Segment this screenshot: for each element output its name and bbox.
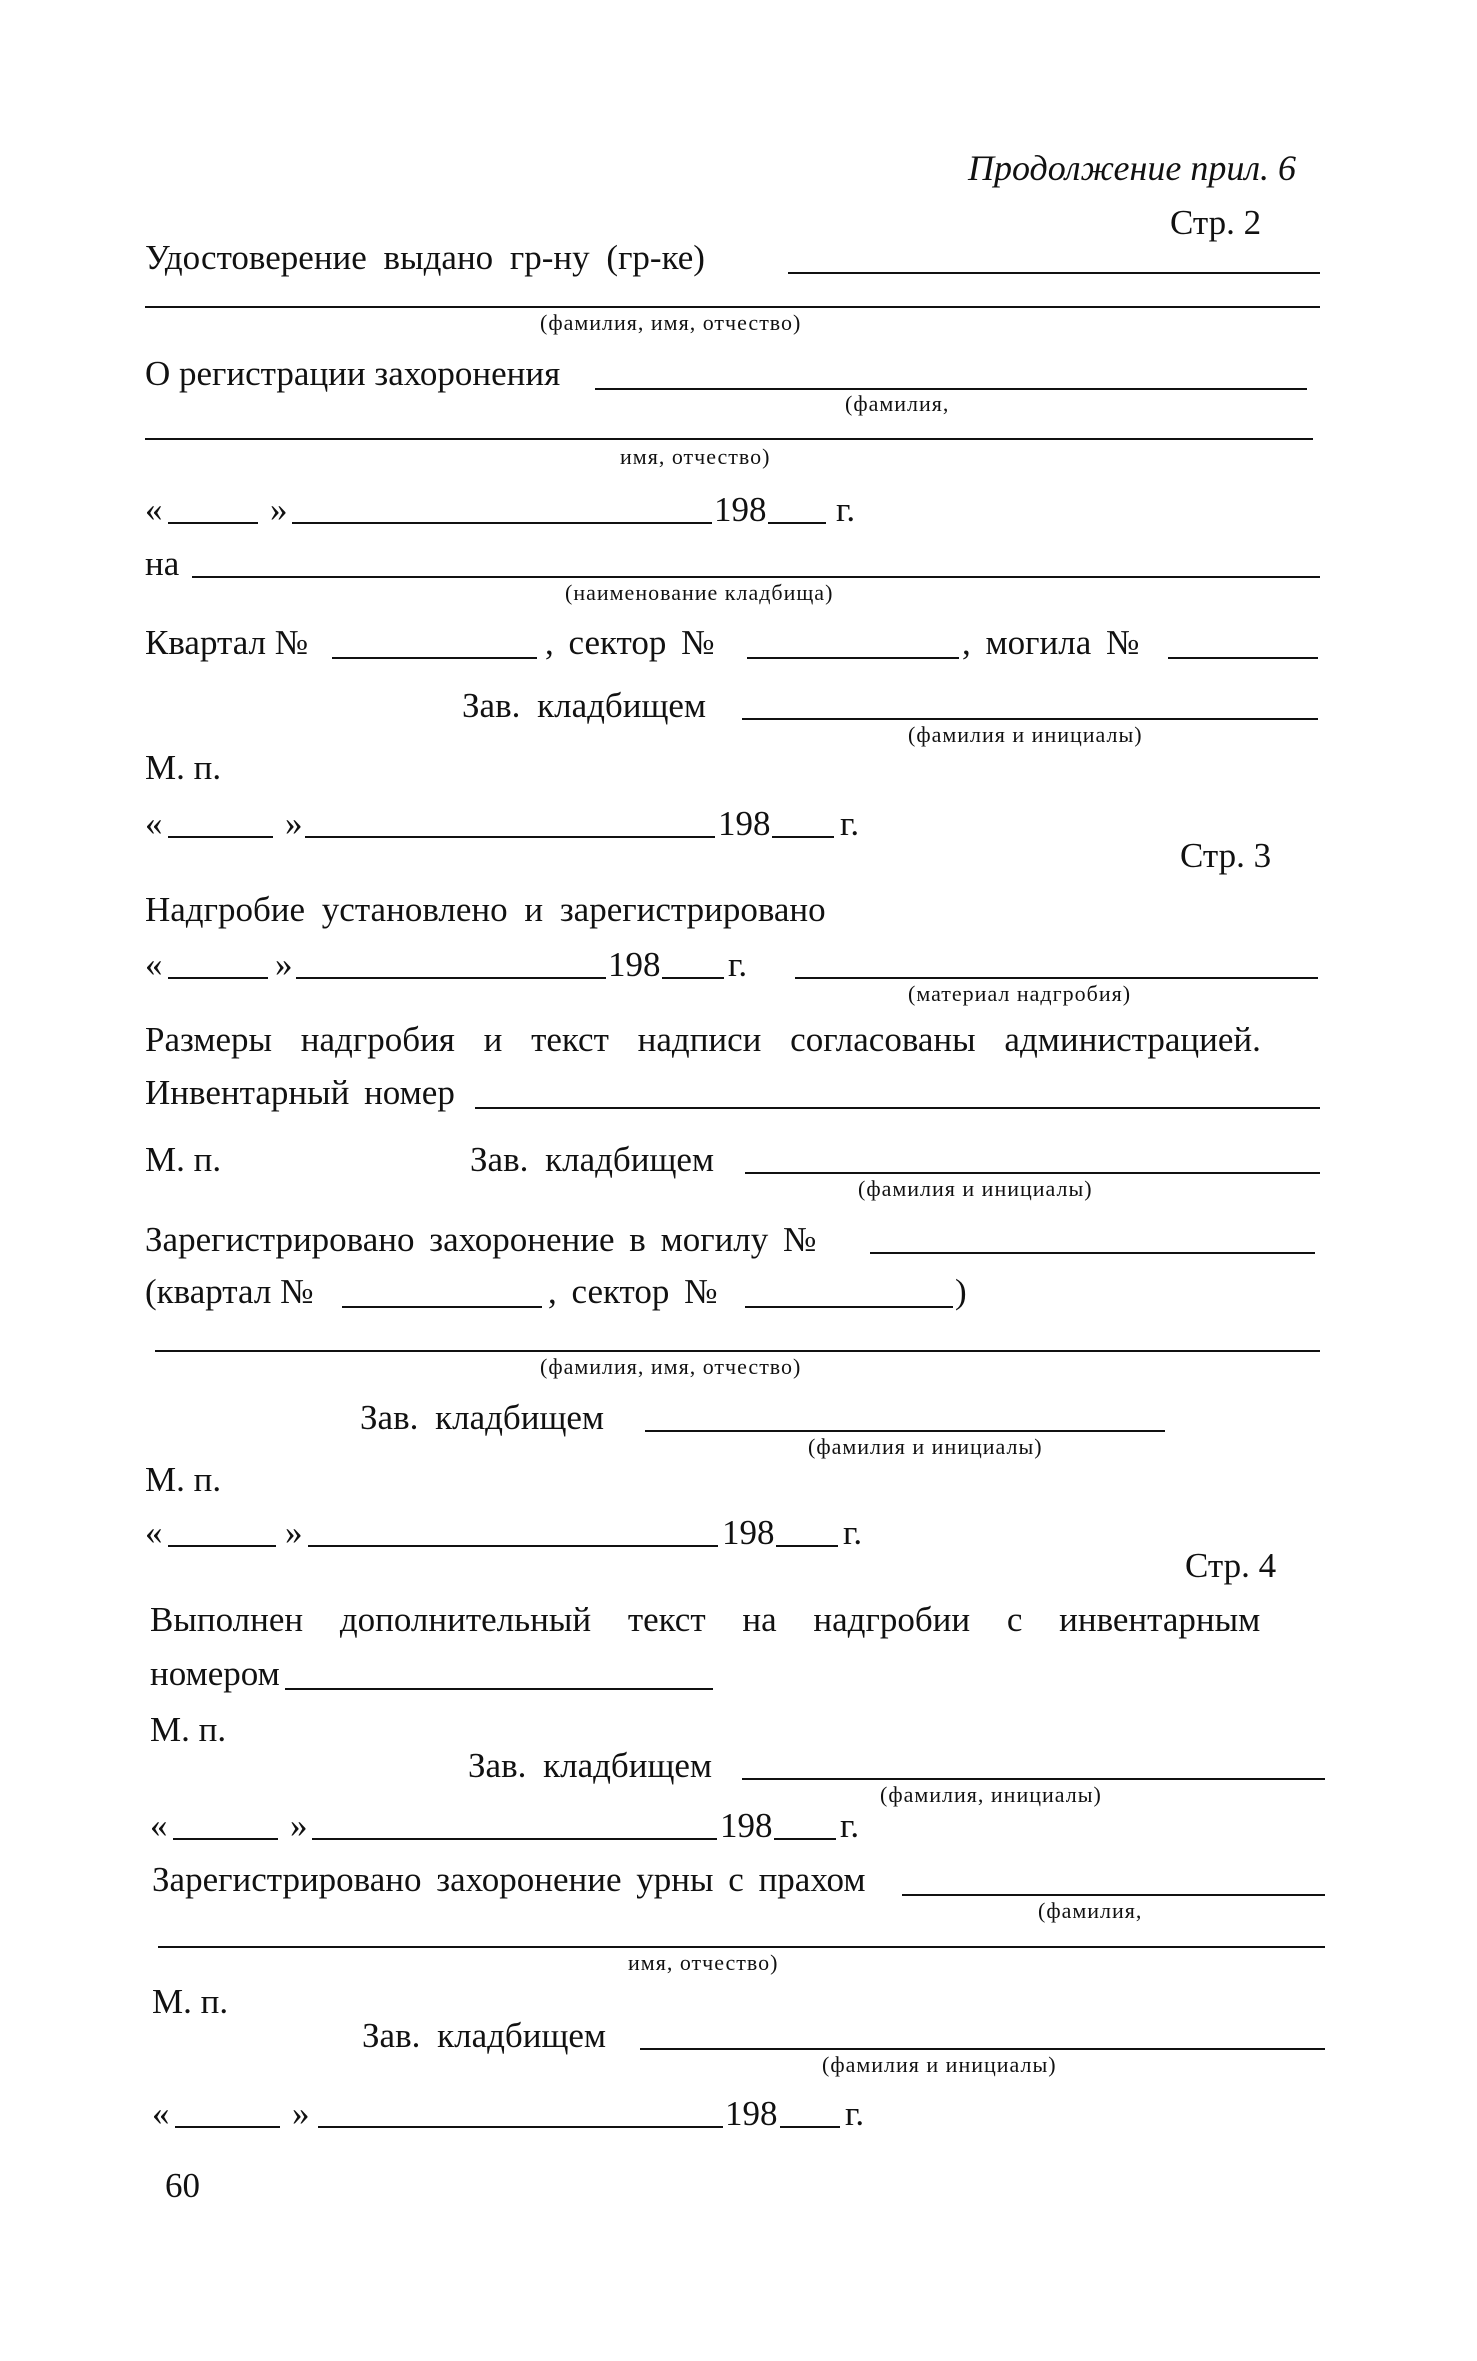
head-field[interactable] [745, 1172, 1320, 1174]
year-field[interactable] [780, 2126, 840, 2128]
cemetery-field[interactable] [192, 576, 1320, 578]
fio-note-b: имя, отчество) [620, 444, 771, 469]
head-note: (фамилия и инициалы) [858, 1176, 1093, 1201]
year-suffix: г. [840, 1806, 860, 1845]
day-field[interactable] [168, 522, 258, 524]
fio-note-b: имя, отчество) [628, 1950, 779, 1975]
year-prefix: 198 [722, 1513, 775, 1552]
date-quote-close: » [275, 945, 293, 984]
year-prefix: 198 [725, 2094, 778, 2133]
reg-grave-field[interactable] [870, 1252, 1315, 1254]
year-field[interactable] [774, 1838, 836, 1840]
day-field[interactable] [175, 2126, 280, 2128]
reg-grave-label: Зарегистрировано захоронение в могилу № [145, 1220, 817, 1259]
cemetery-note: (наименование кладбища) [565, 580, 834, 605]
fio-field[interactable] [155, 1350, 1320, 1352]
head-label: Зав. кладбищем [470, 1140, 715, 1179]
stamp-place: М. п. [145, 748, 222, 787]
month-field[interactable] [312, 1838, 717, 1840]
on-label: на [145, 544, 180, 583]
day-field[interactable] [168, 836, 273, 838]
close-paren: ) [955, 1272, 967, 1311]
continuation-note: Продолжение прил. 6 [968, 148, 1297, 188]
inventory-field[interactable] [475, 1107, 1320, 1109]
date-quote-close: » [290, 1806, 308, 1845]
year-prefix: 198 [718, 804, 771, 843]
year-suffix: г. [845, 2094, 865, 2133]
head-note: (фамилия, инициалы) [880, 1782, 1102, 1807]
head-field[interactable] [640, 2048, 1325, 2050]
head-label: Зав. кладбищем [360, 1398, 605, 1437]
year-prefix: 198 [720, 1806, 773, 1845]
year-prefix: 198 [714, 490, 767, 529]
date-quote-open: « [145, 945, 163, 984]
date-quote-open: « [145, 1513, 163, 1552]
month-field[interactable] [305, 836, 715, 838]
head-note: (фамилия и инициалы) [822, 2052, 1057, 2077]
fio-note: (фамилия, имя, отчество) [540, 1354, 802, 1379]
year-field[interactable] [662, 977, 724, 979]
sector-field[interactable] [747, 657, 959, 659]
quarter-label: Квартал № [145, 623, 309, 662]
year-suffix: г. [843, 1513, 863, 1552]
month-field[interactable] [292, 522, 712, 524]
quarter-label: (квартал № [145, 1272, 314, 1311]
fio-note-a: (фамилия, [1038, 1898, 1143, 1923]
head-field[interactable] [742, 718, 1318, 720]
installed-label: Надгробие установлено и зарегистрировано [145, 890, 826, 929]
material-field[interactable] [795, 977, 1318, 979]
day-field[interactable] [168, 977, 268, 979]
quarter-field[interactable] [342, 1306, 542, 1308]
stamp-place: М. п. [152, 1982, 229, 2021]
head-field[interactable] [645, 1430, 1165, 1432]
stamp-place: М. п. [145, 1460, 222, 1499]
date-quote-close: » [292, 2094, 310, 2133]
sector-label: , сектор № [548, 1272, 718, 1311]
issued-to-field-line2[interactable] [145, 306, 1320, 308]
burial-reg-field[interactable] [595, 388, 1307, 390]
month-field[interactable] [318, 2126, 723, 2128]
agreed-text: Размеры надгробия и текст надписи согласованы администрацией. [145, 1020, 1261, 1059]
year-suffix: г. [840, 804, 860, 843]
page-number: 60 [165, 2166, 200, 2205]
date-quote-close: » [285, 1513, 303, 1552]
quarter-field[interactable] [332, 657, 537, 659]
head-label: Зав. кладбищем [468, 1746, 713, 1785]
date-quote-open: « [150, 1806, 168, 1845]
grave-field[interactable] [1168, 657, 1318, 659]
fio-note: (фамилия, имя, отчество) [540, 310, 802, 335]
burial-reg-label: О регистрации захоронения [145, 354, 561, 393]
stamp-place: М. п. [145, 1140, 222, 1179]
page-4-label: Стр. 4 [1185, 1546, 1277, 1585]
date-quote-open: « [145, 804, 163, 843]
urn-field-line2[interactable] [158, 1946, 1325, 1948]
urn-field[interactable] [902, 1894, 1325, 1896]
head-note: (фамилия и инициалы) [808, 1434, 1043, 1459]
year-suffix: г. [836, 490, 856, 529]
issued-to-label: Удостоверение выдано гр-ну (гр-ке) [145, 238, 705, 277]
grave-label: , могила № [962, 623, 1140, 662]
date-quote-open: « [152, 2094, 170, 2133]
year-field[interactable] [776, 1545, 838, 1547]
year-field[interactable] [772, 836, 834, 838]
day-field[interactable] [168, 1545, 276, 1547]
month-field[interactable] [308, 1545, 718, 1547]
number-field[interactable] [285, 1688, 713, 1690]
head-field[interactable] [742, 1778, 1325, 1780]
urn-label: Зарегистрировано захоронение урны с прахом [152, 1860, 866, 1899]
sector-label: , сектор № [545, 623, 715, 662]
year-suffix: г. [728, 945, 748, 984]
head-note: (фамилия и инициалы) [908, 722, 1143, 747]
sector-field[interactable] [745, 1306, 953, 1308]
page-2-label: Стр. 2 [1170, 203, 1262, 242]
year-prefix: 198 [608, 945, 661, 984]
head-label: Зав. кладбищем [362, 2016, 607, 2055]
date-quote-close: » [270, 490, 288, 529]
date-quote-open: « [145, 490, 163, 529]
inventory-label: Инвентарный номер [145, 1073, 455, 1112]
material-note: (материал надгробия) [908, 981, 1132, 1006]
year-field[interactable] [768, 522, 826, 524]
stamp-place: М. п. [150, 1710, 227, 1749]
number-label: номером [150, 1654, 280, 1693]
day-field[interactable] [173, 1838, 278, 1840]
page-3-label: Стр. 3 [1180, 836, 1272, 875]
date-quote-close: » [285, 804, 303, 843]
head-label: Зав. кладбищем [462, 686, 707, 725]
burial-reg-field-line2[interactable] [145, 438, 1313, 440]
issued-to-field[interactable] [788, 272, 1320, 274]
month-field[interactable] [296, 977, 606, 979]
fio-note-a: (фамилия, [845, 391, 950, 416]
extra-text-label: Выполнен дополнительный текст на надгробии с инвентарным [150, 1600, 1261, 1639]
